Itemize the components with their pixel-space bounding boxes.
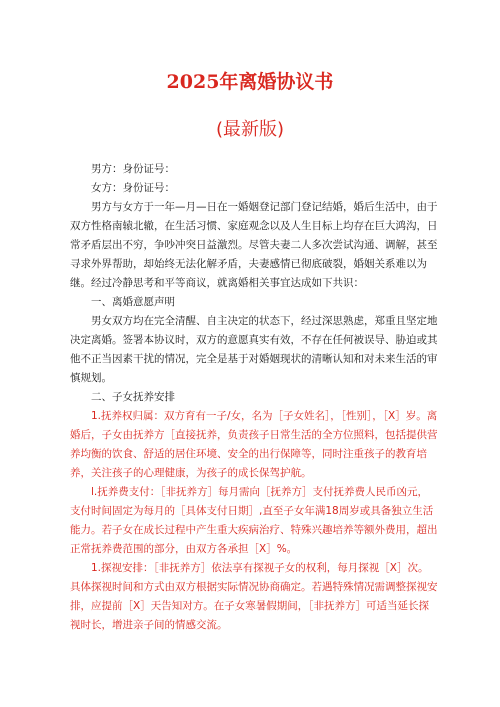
divorce-intent-paragraph: 男女双方均在完全清醒、自主决定的状态下，经过深思熟虑，郑重且坚定地决定离婚。签署本协议时，双方的意愿真实有效，不存在任何被误导、胁迫或其他不正当因素干扰的情况，完全是基于对婚姻现状的清晰认知和对未来生活的审慎规划。 xyxy=(70,315,438,384)
child-support-clause: l.抚养费支付：［非抚养方］每月需向［抚养方］支付抚养费人民币凶元，支付时间固定为每月的［具体支付日期］,直至子女年满18周岁或具备独立生活能力。若子女在成长过程中产生重大疾病治疗、特殊兴趣培养等额外费用，超出正常抚养费范围的部分，由双方各承担［X］%。 xyxy=(70,486,438,555)
document-body xyxy=(70,160,438,635)
wife-id-line: 女方：身份证号： xyxy=(91,182,175,194)
husband-id-line: 男方：身份证号： xyxy=(91,163,175,175)
visitation-clause: 1.探视安排：［非抚养方］依法享有探视子女的权利，每月探视［X］次。具体探视时间和方式由双方根据实际情况协商确定。若遇特殊情况需调整探视安排，应提前［X］天告知对方。在子女寒暑假期间，［非抚养方］可适当延长探视时长，增进亲子间的情感交流。 xyxy=(70,562,438,631)
marriage-background-paragraph: 男方与女方于一年—月—日在一婚姻登记部门登记结婚，婚后生活中，由于双方性格南辕北辙，在生活习惯、家庭观念以及人生目标上均存在巨大鸿沟，日常矛盾层出不穷，争吵冲突日益激烈。尽管夫妻二人多次尝试沟通、调解，甚至寻求外界帮助，却始终无法化解矛盾，夫妻感情已彻底破裂，婚姻关系难以为继。经过冷静思考和平等商议，就离婚相关事宜达成如下共识： xyxy=(70,201,438,289)
section-heading-divorce-intent: 一、离婚意愿声明 xyxy=(91,296,175,308)
section-heading-child-custody: 二、子女抚养安排 xyxy=(91,391,175,403)
document-subtitle: (最新版) xyxy=(215,119,285,140)
custody-clause: 1.抚养权归属：双方育有一子/女，名为［子女姓名］，［性别］，［X］岁。离婚后，子女由抚养方［直接抚养，负责孩子日常生活的全方位照料，包括提供营养均衡的饮食、舒适的居住环境、安全的出行保障等，同时注重孩子的教育培养，关注孩子的心理健康，为孩子的成长保驾护航。 xyxy=(70,410,438,479)
document-title: 2025年离婚协议书 xyxy=(166,71,334,93)
